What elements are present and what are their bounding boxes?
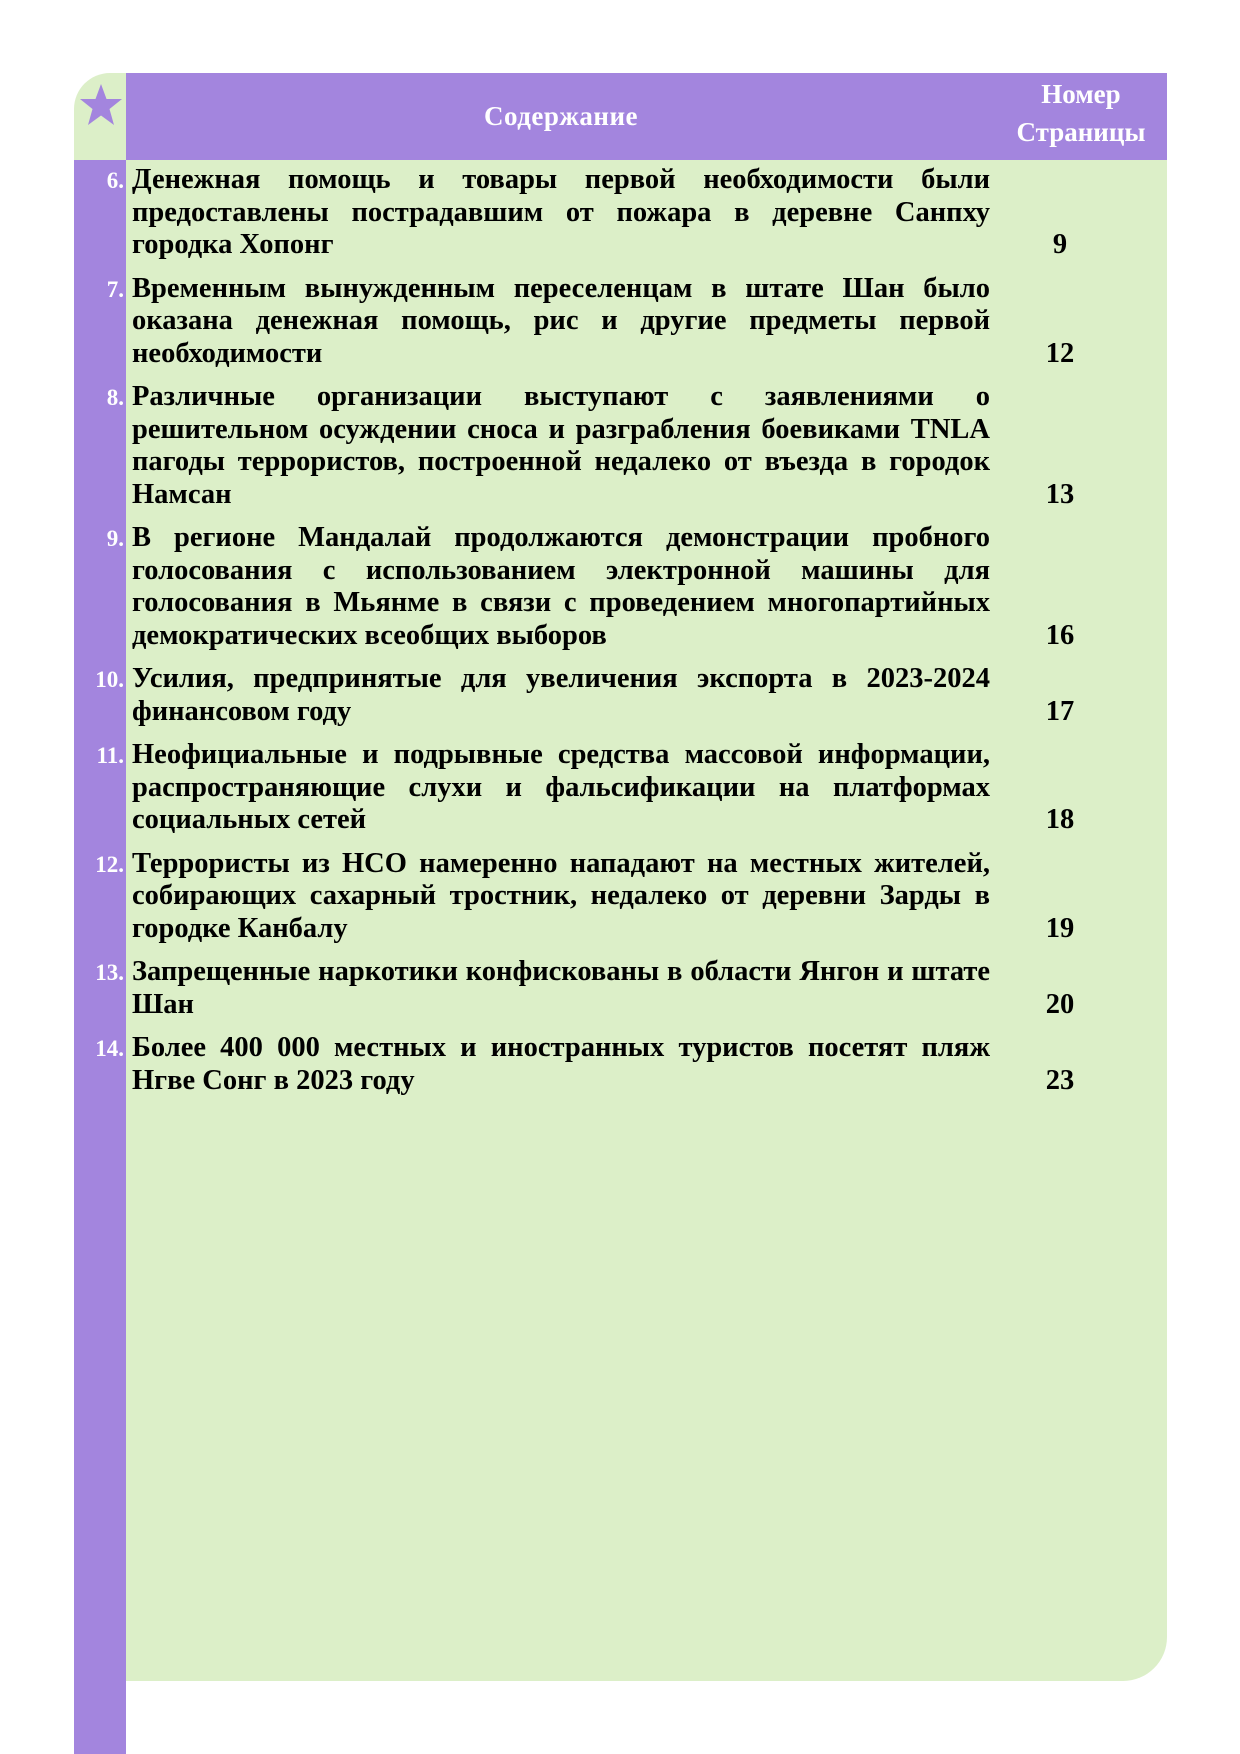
entry-number: 11.: [96, 743, 124, 768]
contents-entry[interactable]: [74, 164, 1167, 262]
entry-number: 8.: [106, 385, 124, 410]
entry-number: 9.: [106, 526, 124, 551]
entry-page: 17: [1045, 695, 1075, 727]
contents-entry[interactable]: [74, 1032, 1167, 1097]
contents-heading: Содержание: [483, 101, 639, 131]
entry-page: 9: [1052, 229, 1068, 260]
entry-title: Террористы из НСО намеренно нападают на местных жителей, собирающих сахарный тростник, недалеко от деревни Зарды в городке Канбалу: [132, 847, 990, 944]
page-number-heading-line2: Страницы: [1016, 117, 1146, 147]
entry-page: 12: [1045, 337, 1075, 369]
contents-list: [74, 164, 1167, 1108]
entry-page: 23: [1045, 1064, 1075, 1096]
entry-title: Более 400 000 местных и иностранных туристов посетят пляж Нгве Сонг в 2023 году: [132, 1032, 990, 1096]
entry-title: Запрещенные наркотики конфискованы в области Янгон и штате Шан: [132, 956, 990, 1020]
entry-number: 13.: [95, 960, 124, 985]
entry-page: 16: [1045, 619, 1075, 651]
entry-title: Временным вынужденным переселенцам в штате Шан было оказана денежная помощь, рис и другие предметы первой необходимости: [132, 272, 990, 369]
contents-entry[interactable]: [74, 522, 1167, 652]
entry-title: Усилия, предпринятые для увеличения экспорта в 2023-2024 финансовом году: [132, 663, 990, 727]
contents-entry[interactable]: [74, 956, 1167, 1021]
entry-page: 19: [1045, 912, 1075, 944]
entry-title: Различные организации выступают с заявлениями о решительном осуждении сноса и разграбления боевиками TNLA пагоды террористов, построенной недалеко от въезда в городок Намсан: [132, 381, 990, 510]
contents-entry[interactable]: [74, 663, 1167, 728]
entry-title: Неофициальные и подрывные средства массовой информации, распространяющие слухи и фальсификации на платформах социальных сетей: [132, 739, 990, 835]
page-number-heading: [996, 75, 1166, 159]
contents-entry[interactable]: [74, 739, 1167, 837]
entry-number: 7.: [106, 276, 124, 302]
contents-entry[interactable]: [74, 273, 1167, 371]
contents-entry[interactable]: [74, 848, 1167, 946]
entry-number: 6.: [106, 168, 124, 193]
star-icon: [78, 82, 124, 128]
entry-page: 20: [1045, 988, 1075, 1020]
entry-number: 14.: [95, 1036, 124, 1061]
contents-entry[interactable]: [74, 381, 1167, 511]
entry-page: 13: [1045, 478, 1075, 510]
entry-number: 10.: [95, 667, 124, 692]
page-number-heading-line1: Номер: [1041, 79, 1121, 109]
entry-title: В регионе Мандалай продолжаются демонстрации пробного голосования с использованием электронной машины для голосования в Мьянме в связи с проведением многопартийных демократических всеобщих выборов: [132, 522, 990, 651]
entry-number: 12.: [95, 851, 124, 877]
entry-title: Денежная помощь и товары первой необходимости были предоставлены пострадавшим от пожара в деревне Санпху городка Хопонг: [132, 164, 990, 260]
entry-page: 18: [1045, 804, 1075, 835]
